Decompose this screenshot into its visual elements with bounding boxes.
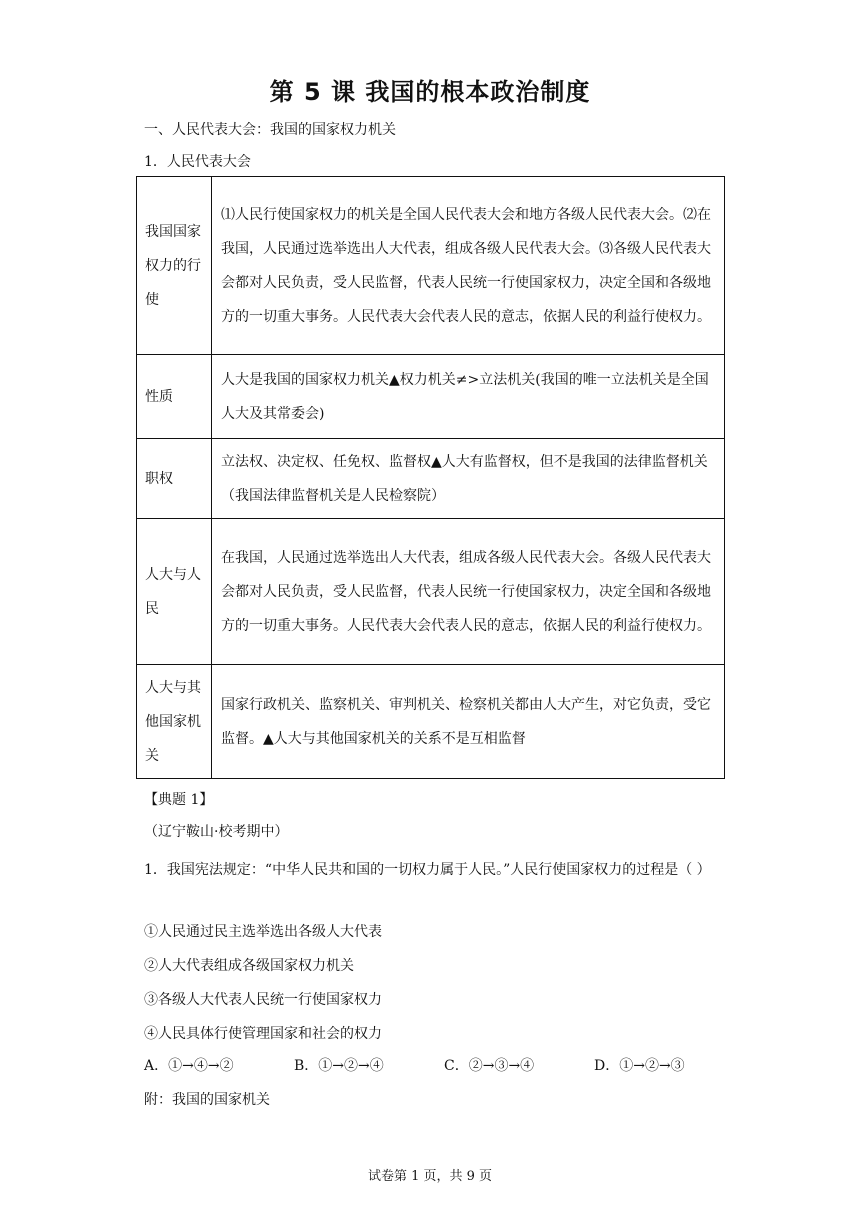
option-b[interactable]: B．①→②→④: [294, 1058, 384, 1074]
table-row: [137, 177, 725, 355]
page-footer: 试卷第 1 页，共 9 页: [367, 1169, 493, 1184]
subsection-heading: 1．人民代表大会: [144, 154, 251, 170]
appendix-heading: 附：我国的国家机关: [144, 1092, 270, 1108]
table-row: [137, 355, 725, 439]
row-content: ⑴人民行使国家权力的机关是全国人民代表大会和地方各级人民代表大会。⑵在我国，人民通过选举选出人大代表，组成各级人民代表大会。⑶各级人民代表大会都对人民负责，受人民监督，代表人民统一行使国家权力，决定全国和各级地方的一切重大事务。人民代表大会代表人民的意志，依据人民的利益行使权力。: [212, 177, 725, 355]
row-label: 人大与人民: [137, 519, 212, 665]
row-content: 立法权、决定权、任免权、监督权▲人大有监督权，但不是我国的法律监督机关（我国法律监督机关是人民检察院）: [212, 439, 725, 519]
row-label: 职权: [137, 439, 212, 519]
option-a[interactable]: A．①→④→②: [144, 1058, 234, 1074]
row-content: 在我国，人民通过选举选出人大代表，组成各级人民代表大会。各级人民代表大会都对人民负责，受人民监督，代表人民统一行使国家权力，决定全国和各级地方的一切重大事务。人民代表大会代表人民的意志，依据人民的利益行使权力。: [212, 519, 725, 665]
table-row: [137, 665, 725, 779]
page-title: 第 5 课 我国的根本政治制度: [269, 78, 591, 106]
answer-options: [144, 1056, 685, 1076]
row-content: 国家行政机关、监察机关、审判机关、检察机关都由人大产生，对它负责，受它监督。▲人大与其他国家机关的关系不是互相监督: [212, 665, 725, 779]
option-d[interactable]: D．①→②→③: [594, 1058, 685, 1074]
option-c[interactable]: C．②→③→④: [444, 1058, 535, 1074]
question-stem: 1．我国宪法规定：“中华人民共和国的一切权力属于人民。”人民行使国家权力的过程是（ ）: [144, 862, 711, 878]
npc-table: [136, 176, 725, 779]
statement-item: ②人大代表组成各级国家权力机关: [144, 958, 354, 974]
row-label: 人大与其他国家机关: [137, 665, 212, 779]
statement-item: ③各级人大代表人民统一行使国家权力: [144, 992, 382, 1008]
example-source: （辽宁鞍山·校考期中）: [144, 824, 289, 840]
table-row: [137, 439, 725, 519]
example-heading: 【典题 1】: [144, 792, 214, 808]
row-content: 人大是我国的国家权力机关▲权力机关≠>立法机关(我国的唯一立法机关是全国人大及其常委会): [212, 355, 725, 439]
statement-item: ④人民具体行使管理国家和社会的权力: [144, 1026, 382, 1042]
statement-item: ①人民通过民主选举选出各级人大代表: [144, 924, 382, 940]
row-label: 我国国家权力的行使: [137, 177, 212, 355]
section-heading: 一、人民代表大会：我国的国家权力机关: [144, 122, 396, 138]
table-row: [137, 519, 725, 665]
row-label: 性质: [137, 355, 212, 439]
